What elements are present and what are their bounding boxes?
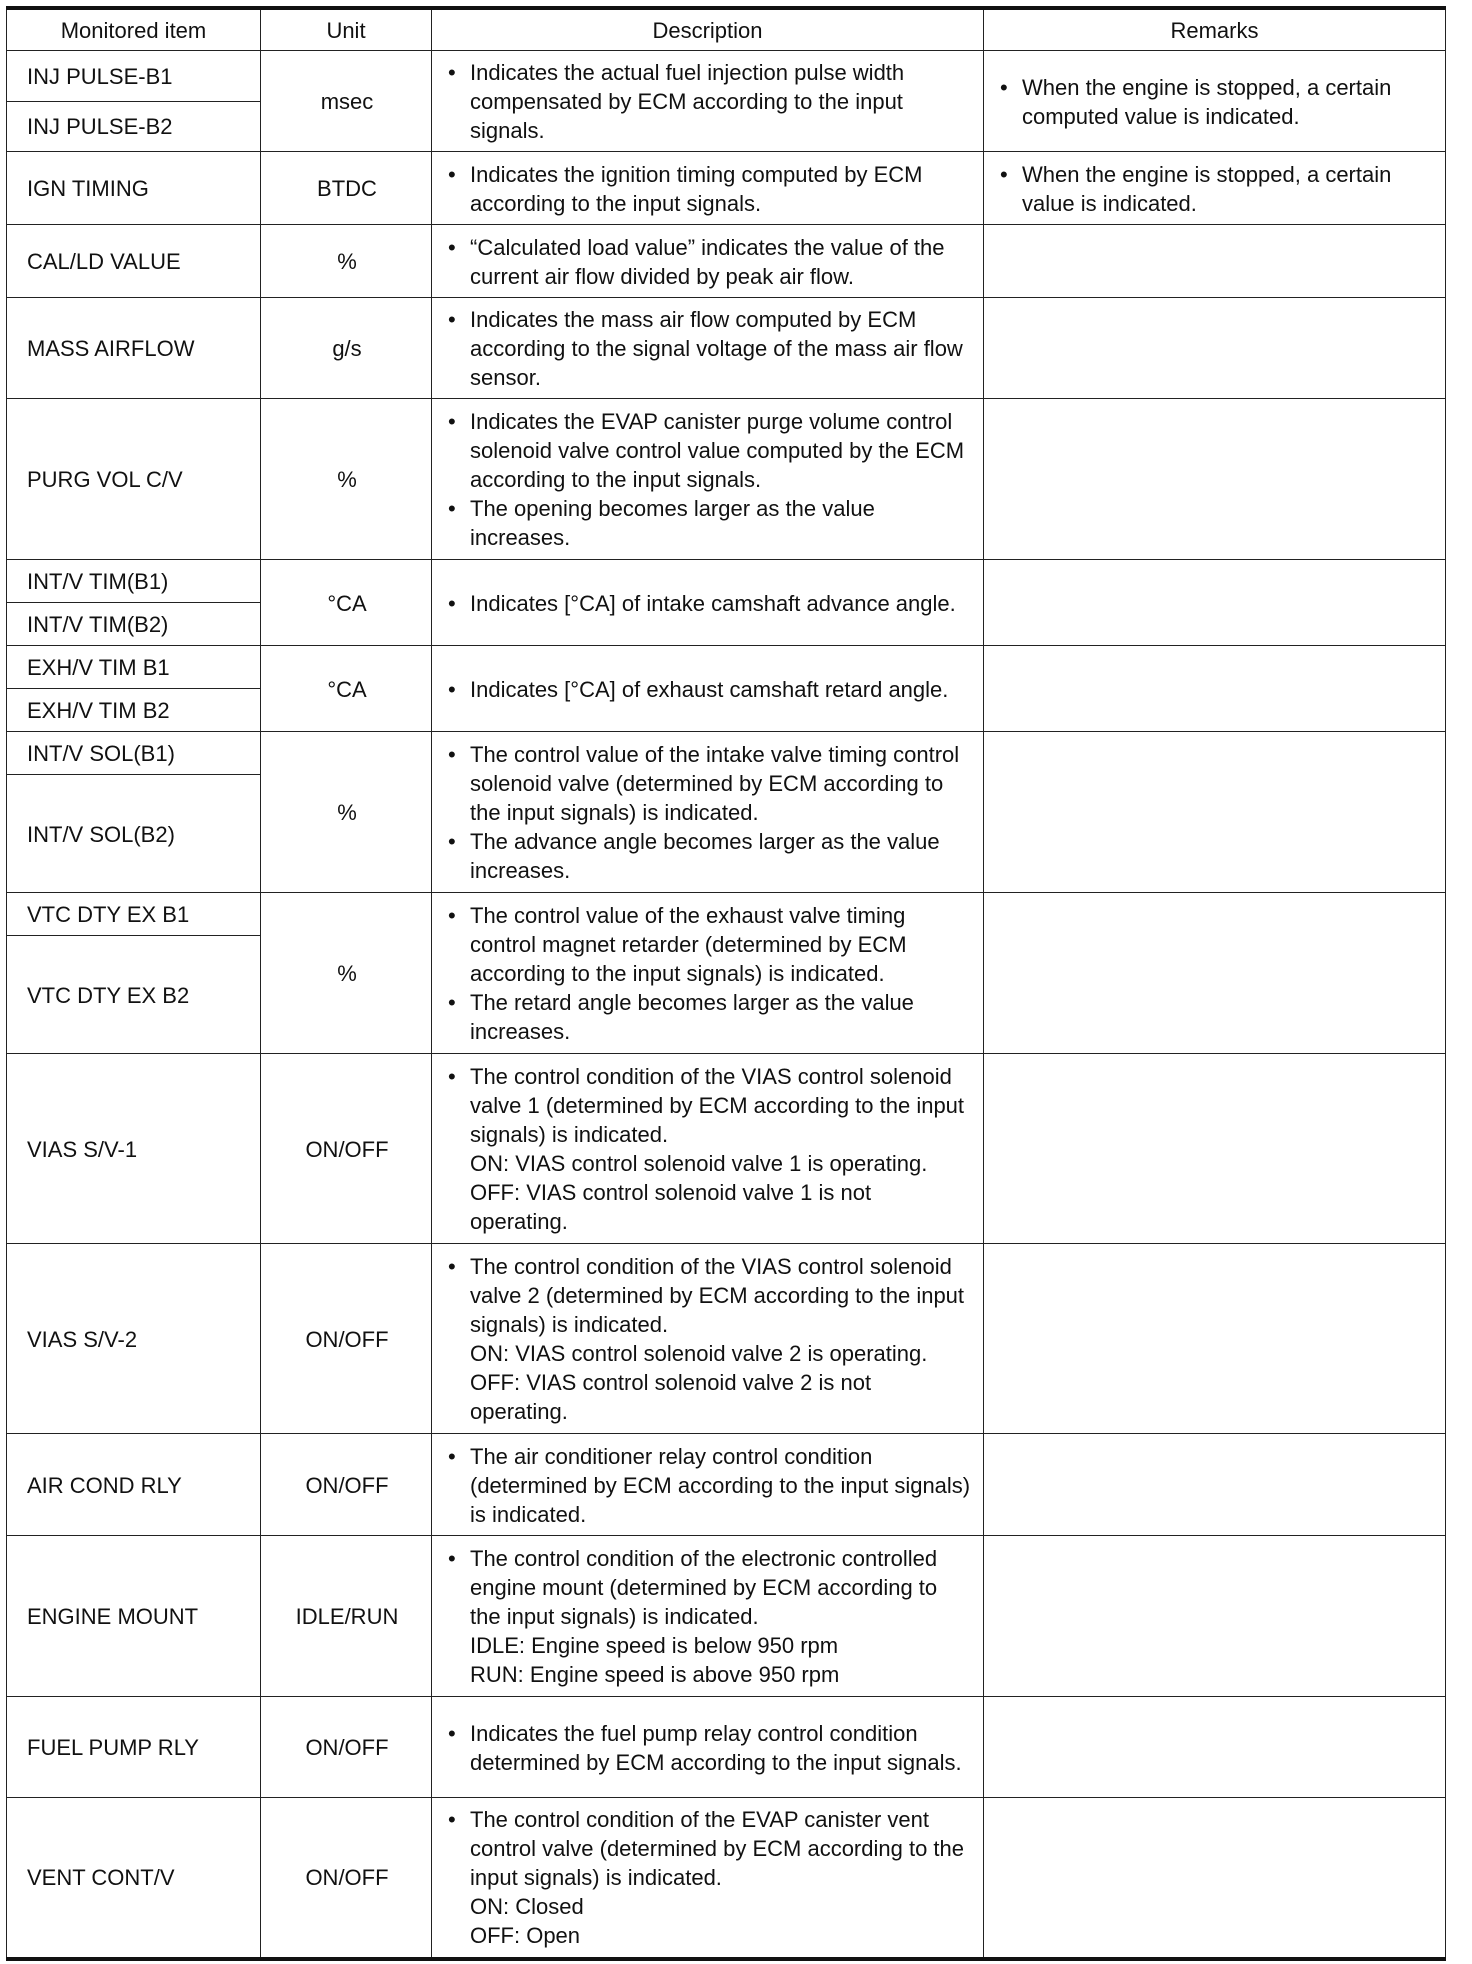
table-row xyxy=(7,399,1446,560)
monitored-item: MASS AIRFLOW xyxy=(7,298,261,399)
header-description: Description xyxy=(432,8,984,51)
unit-cell: °CA xyxy=(261,646,432,732)
description-cell xyxy=(432,560,984,646)
unit-cell: msec xyxy=(261,51,432,152)
description-line: OFF: VIAS control solenoid valve 1 is not operating. xyxy=(470,1180,872,1234)
table-row xyxy=(7,51,1446,102)
remarks-cell xyxy=(984,732,1446,893)
remarks-cell xyxy=(984,1697,1446,1798)
monitored-item: INT/V TIM(B2) xyxy=(7,603,261,646)
unit-cell: % xyxy=(261,399,432,560)
description-cell xyxy=(432,51,984,152)
monitored-item: ENGINE MOUNT xyxy=(7,1536,261,1697)
remarks-cell xyxy=(984,298,1446,399)
description-cell xyxy=(432,225,984,298)
description-line: ON: Closed xyxy=(470,1894,584,1920)
table-row xyxy=(7,1434,1446,1536)
monitored-item: FUEL PUMP RLY xyxy=(7,1697,261,1798)
remarks-cell xyxy=(984,51,1446,152)
remarks-cell xyxy=(984,1798,1446,1959)
monitored-item: EXH/V TIM B2 xyxy=(7,689,261,732)
remarks-cell xyxy=(984,560,1446,646)
monitored-item: INT/V SOL(B2) xyxy=(7,775,261,893)
unit-cell: % xyxy=(261,893,432,1054)
description-cell xyxy=(432,1434,984,1536)
monitored-item: INJ PULSE-B2 xyxy=(7,101,261,152)
monitored-item: VTC DTY EX B1 xyxy=(7,893,261,936)
description-line: ON: VIAS control solenoid valve 2 is operating. xyxy=(470,1341,928,1366)
description-cell xyxy=(432,646,984,732)
unit-cell: ON/OFF xyxy=(261,1054,432,1244)
unit-cell: ON/OFF xyxy=(261,1434,432,1536)
description-cell xyxy=(432,152,984,225)
monitored-item: VIAS S/V-1 xyxy=(7,1054,261,1244)
description-cell xyxy=(432,298,984,399)
description-line: • The advance angle becomes larger as the value increases. xyxy=(444,827,973,885)
description-cell xyxy=(432,893,984,1054)
monitored-item: PURG VOL C/V xyxy=(7,399,261,560)
description-line: • Indicates [°CA] of exhaust camshaft retard angle. xyxy=(444,675,973,704)
description-line: RUN: Engine speed is above 950 rpm xyxy=(470,1662,840,1687)
description-cell xyxy=(432,399,984,560)
description-line: • The opening becomes larger as the value increases. xyxy=(444,494,973,552)
description-cell xyxy=(432,732,984,893)
description-line: • The control value of the intake valve timing control solenoid valve (determined by ECM according to the input signals) is indicated. xyxy=(444,740,973,827)
description-line: IDLE: Engine speed is below 950 rpm xyxy=(470,1633,839,1658)
monitored-item: EXH/V TIM B1 xyxy=(7,646,261,689)
description-line: • Indicates the fuel pump relay control condition determined by ECM according to the input signals. xyxy=(444,1719,973,1777)
remark-line: • When the engine is stopped, a certain computed value is indicated. xyxy=(996,73,1435,131)
monitored-item: VIAS S/V-2 xyxy=(7,1244,261,1434)
monitored-item: INT/V SOL(B1) xyxy=(7,732,261,775)
description-line: • The control condition of the electronic controlled engine mount (determined by ECM according to the input signals) is indicated. xyxy=(444,1544,973,1631)
table-row xyxy=(7,732,1446,775)
remark-line: • When the engine is stopped, a certain value is indicated. xyxy=(996,160,1435,218)
table-row xyxy=(7,1054,1446,1244)
description-line: • The control value of the exhaust valve timing control magnet retarder (determined by ECM according to the input signals) is indicated. xyxy=(444,901,973,988)
description-line: ON: VIAS control solenoid valve 1 is operating. xyxy=(470,1151,928,1176)
description-cell xyxy=(432,1697,984,1798)
remarks-cell xyxy=(984,1536,1446,1697)
unit-cell: BTDC xyxy=(261,152,432,225)
unit-cell: g/s xyxy=(261,298,432,399)
description-line: • The control condition of the VIAS control solenoid valve 1 (determined by ECM according to the input signals) is indicated. xyxy=(444,1062,973,1149)
monitored-item: AIR COND RLY xyxy=(7,1434,261,1536)
header-row xyxy=(7,8,1446,51)
unit-cell: ON/OFF xyxy=(261,1798,432,1959)
table-row xyxy=(7,298,1446,399)
monitored-item: CAL/LD VALUE xyxy=(7,225,261,298)
description-line: • Indicates the mass air flow computed by ECM according to the signal voltage of the mass air flow sensor. xyxy=(444,305,973,392)
table-row xyxy=(7,893,1446,936)
remarks-cell xyxy=(984,646,1446,732)
description-line: • Indicates the EVAP canister purge volume control solenoid valve control value computed by the ECM according to the input signals. xyxy=(444,407,973,494)
monitored-item: VTC DTY EX B2 xyxy=(7,936,261,1054)
table-row xyxy=(7,646,1446,689)
description-line: • The air conditioner relay control condition (determined by ECM according to the input signals) is indicated. xyxy=(444,1442,973,1529)
monitored-item: IGN TIMING xyxy=(7,152,261,225)
description-line: OFF: Open xyxy=(470,1923,581,1949)
table-row xyxy=(7,152,1446,225)
description-line: • Indicates the actual fuel injection pulse width compensated by ECM according to the input signals. xyxy=(444,58,973,145)
remarks-cell xyxy=(984,225,1446,298)
table-row xyxy=(7,560,1446,603)
remarks-cell xyxy=(984,152,1446,225)
description-line: • “Calculated load value” indicates the value of the current air flow divided by peak air flow. xyxy=(444,233,973,291)
table-row xyxy=(7,1697,1446,1798)
remarks-cell xyxy=(984,1244,1446,1434)
description-cell xyxy=(432,1798,984,1959)
header-monitored-item: Monitored item xyxy=(7,8,261,51)
description-line: • The control condition of the EVAP canister vent control valve (determined by ECM according to the input signals) is indicated. xyxy=(444,1805,973,1892)
description-cell xyxy=(432,1536,984,1697)
remarks-cell xyxy=(984,1434,1446,1536)
remarks-cell xyxy=(984,893,1446,1054)
unit-cell: °CA xyxy=(261,560,432,646)
description-cell xyxy=(432,1054,984,1244)
unit-cell: ON/OFF xyxy=(261,1697,432,1798)
unit-cell: % xyxy=(261,225,432,298)
table-row xyxy=(7,1798,1446,1959)
table-row xyxy=(7,1536,1446,1697)
monitor-items-table xyxy=(6,6,1446,1961)
remarks-cell xyxy=(984,1054,1446,1244)
unit-cell: IDLE/RUN xyxy=(261,1536,432,1697)
remarks-cell xyxy=(984,399,1446,560)
unit-cell: ON/OFF xyxy=(261,1244,432,1434)
description-line: • Indicates the ignition timing computed by ECM according to the input signals. xyxy=(444,160,973,218)
header-remarks: Remarks xyxy=(984,8,1446,51)
description-cell xyxy=(432,1244,984,1434)
table-row xyxy=(7,1244,1446,1434)
unit-cell: % xyxy=(261,732,432,893)
monitored-item: VENT CONT/V xyxy=(7,1798,261,1959)
table-row xyxy=(7,225,1446,298)
description-line: OFF: VIAS control solenoid valve 2 is not operating. xyxy=(470,1370,872,1424)
header-unit: Unit xyxy=(261,8,432,51)
description-line: • Indicates [°CA] of intake camshaft advance angle. xyxy=(444,589,973,618)
description-line: • The retard angle becomes larger as the value increases. xyxy=(444,988,973,1046)
monitored-item: INJ PULSE-B1 xyxy=(7,51,261,102)
description-line: • The control condition of the VIAS control solenoid valve 2 (determined by ECM according to the input signals) is indicated. xyxy=(444,1252,973,1339)
monitored-item: INT/V TIM(B1) xyxy=(7,560,261,603)
